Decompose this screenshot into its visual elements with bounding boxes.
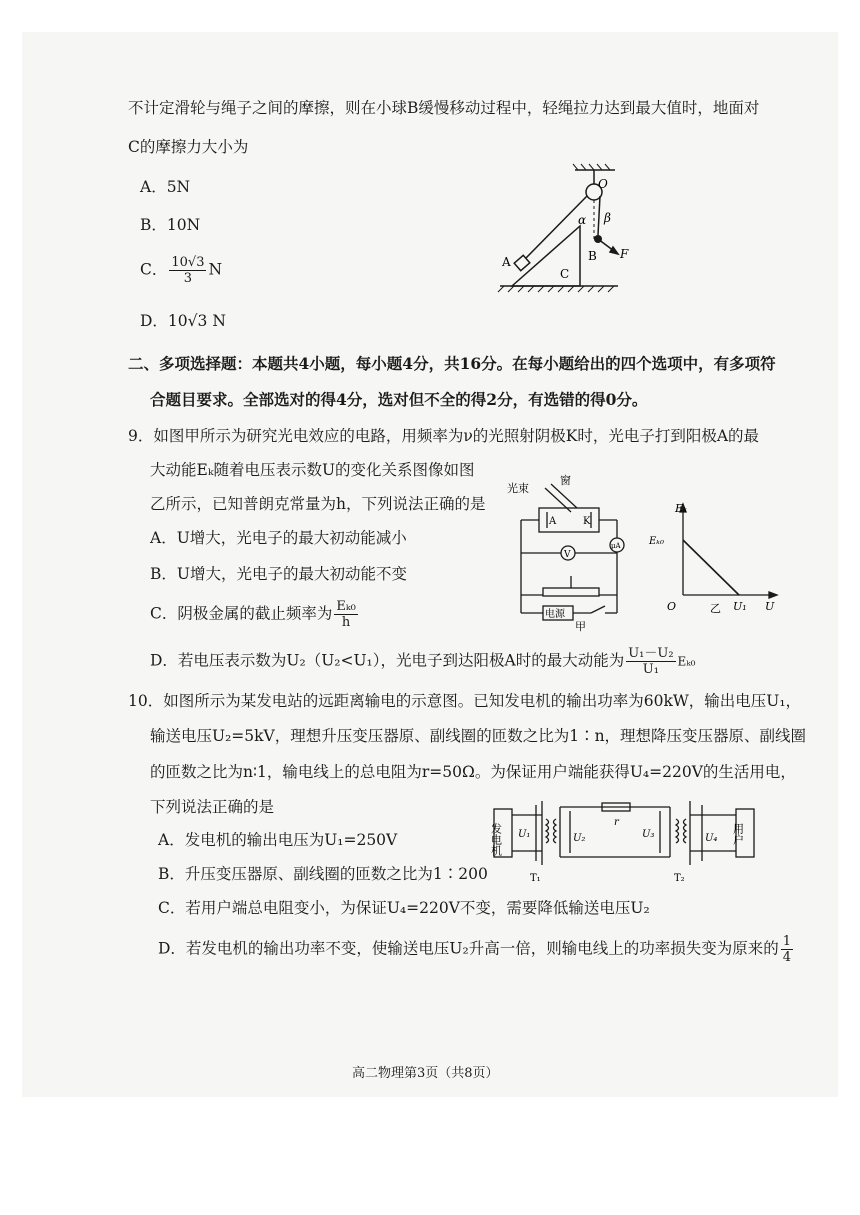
label-anode: A [549,516,557,527]
q10-stem-line1: 10．如图所示为某发电站的远距离输电的示意图。已知发电机的输出功率为60kW，输出电压U₁， [128,692,802,710]
q10-option-a: A．发电机的输出电压为U₁=250V [158,831,398,849]
label-o: O [598,177,608,191]
q9-option-b: B．U增大，光电子的最大初动能不变 [150,565,407,583]
label-u1: U₁ [518,829,531,840]
q9-stem-line3: 乙所示，已知普朗克常量为h，下列说法正确的是 [150,495,486,513]
section2-heading-line2: 合题目要求。全部选对的得4分，选对但不全的得2分，有选错的得0分。 [150,390,648,409]
q9-option-a: A．U增大，光电子的最大初动能减小 [150,529,407,547]
q10-option-d-fraction: $\frac{1}{4}$ [782,934,791,965]
q10-stem-line2: 输送电压U₂=5kV，理想升压变压器原、副线圈的匝数之比为1∶n，理想降压变压器原、副线圈 [150,727,807,745]
q8-option-c-fraction: $\frac{10√3}{3}$ [171,255,205,286]
label-a: A [502,255,511,269]
q8-figure [490,162,630,302]
label-generator: 发电机 [489,823,503,856]
page-footer: 高二物理第3页（共8页） [352,1066,499,1081]
ball-b [594,235,602,243]
q9-stem-line2: 大动能Eₖ随着电压表示数U的变化关系图像如图 [150,461,475,479]
label-r: r [614,817,619,828]
q9-option-d-suffix: Eₖ₀ [677,654,696,669]
t1-primary-coil [546,819,549,843]
q10-transmission-figure [490,795,765,887]
label-u3: U₃ [642,829,655,840]
label-jia: 甲 [575,620,586,633]
label-cathode: K [583,516,591,527]
label-u1-tick: U₁ [733,600,747,613]
label-f: F [620,247,629,261]
q8-stem-line1: 不计定滑轮与绳子之间的摩擦，则在小球B缓慢移动过程中，轻绳拉力达到最大值时，地面对 [128,99,760,117]
ceiling-hatch [573,164,610,170]
q10-option-c: C．若用户端总电阻变小，为保证U₄=220V不变，需要降低输送电压U₂ [158,899,650,917]
ground-hatch [498,286,614,292]
label-power-source: 电源 [545,609,565,620]
label-beta: β [604,211,611,225]
label-origin: O [667,600,677,613]
q10-option-d-prefix: D．若发电机的输出功率不变，使输送电压U₂升高一倍，则输电线上的功率损失变为原来的 [158,939,779,958]
label-t2: T₂ [674,873,685,884]
q8-option-a: A．5N [140,178,191,196]
x-axis-arrow [769,592,777,598]
q9-option-d-fraction: $\frac{\text{U₁－U₂}}{\text{U₁}}$ [628,646,674,677]
label-user: 用户 [731,823,745,845]
q10-stem-line4: 下列说法正确的是 [150,798,275,816]
q9-option-c [150,599,360,630]
rheostat [543,588,599,596]
q8-option-d: D．10√3 N [140,312,226,330]
label-b: B [588,249,597,263]
label-voltmeter: V [564,550,571,560]
t2-secondary-coil [684,819,687,843]
label-t1: T₁ [530,873,541,884]
switch [591,606,605,613]
q9-graph-figure [649,500,785,620]
t1-secondary-coil [554,819,557,843]
q8-option-c-prefix: C． [140,260,168,279]
q9-option-d [150,646,696,677]
ek-line [683,540,739,595]
q10-option-d [158,934,795,965]
label-ek0: Eₖ₀ [649,536,664,547]
block-a [514,255,530,270]
q8-option-c [140,255,222,286]
label-alpha: α [578,213,587,227]
label-ek: Eₖ [675,502,688,515]
section2-heading-line1: 二、多项选择题：本题共4小题，每小题4分，共16分。在每小题给出的四个选项中，有多项符 [128,354,776,373]
label-c: C [560,267,570,281]
label-window: 窗 [560,474,571,487]
q9-circuit-figure [505,470,655,635]
label-u4: U₄ [705,833,718,844]
rope-b-segment [598,196,600,235]
q8-option-b: B．10N [140,216,201,234]
q10-stem-line3: 的匝数之比为n∶1，输电线上的总电阻为r=50Ω。为保证用户端能获得U₄=220V的生活用电， [150,763,796,781]
q9-option-c-fraction: $\frac{\text{Eₖ₀}}{h}$ [336,599,356,630]
label-yi: 乙 [710,602,721,615]
q9-option-d-prefix: D．若电压表示数为U₂（U₂<U₁），光电子到达阳极A时的最大动能为 [150,651,625,670]
light-beam-2 [551,484,577,508]
label-microammeter: μA [611,542,621,550]
q8-option-c-unit: N [208,260,223,279]
t2-primary-coil [676,819,679,843]
label-u2: U₂ [573,833,586,844]
q9-option-c-prefix: C．阴极金属的截止频率为 [150,604,333,623]
label-light-beam: 光束 [507,482,529,495]
q8-stem-line2: C的摩擦力大小为 [128,138,249,156]
q9-stem-line1: 9．如图甲所示为研究光电效应的电路，用频率为ν的光照射阴极K时，光电子打到阳极A的最 [128,427,760,445]
q10-option-b: B．升压变压器原、副线圈的匝数之比为1∶200 [158,865,488,883]
label-u-axis: U [765,600,775,613]
